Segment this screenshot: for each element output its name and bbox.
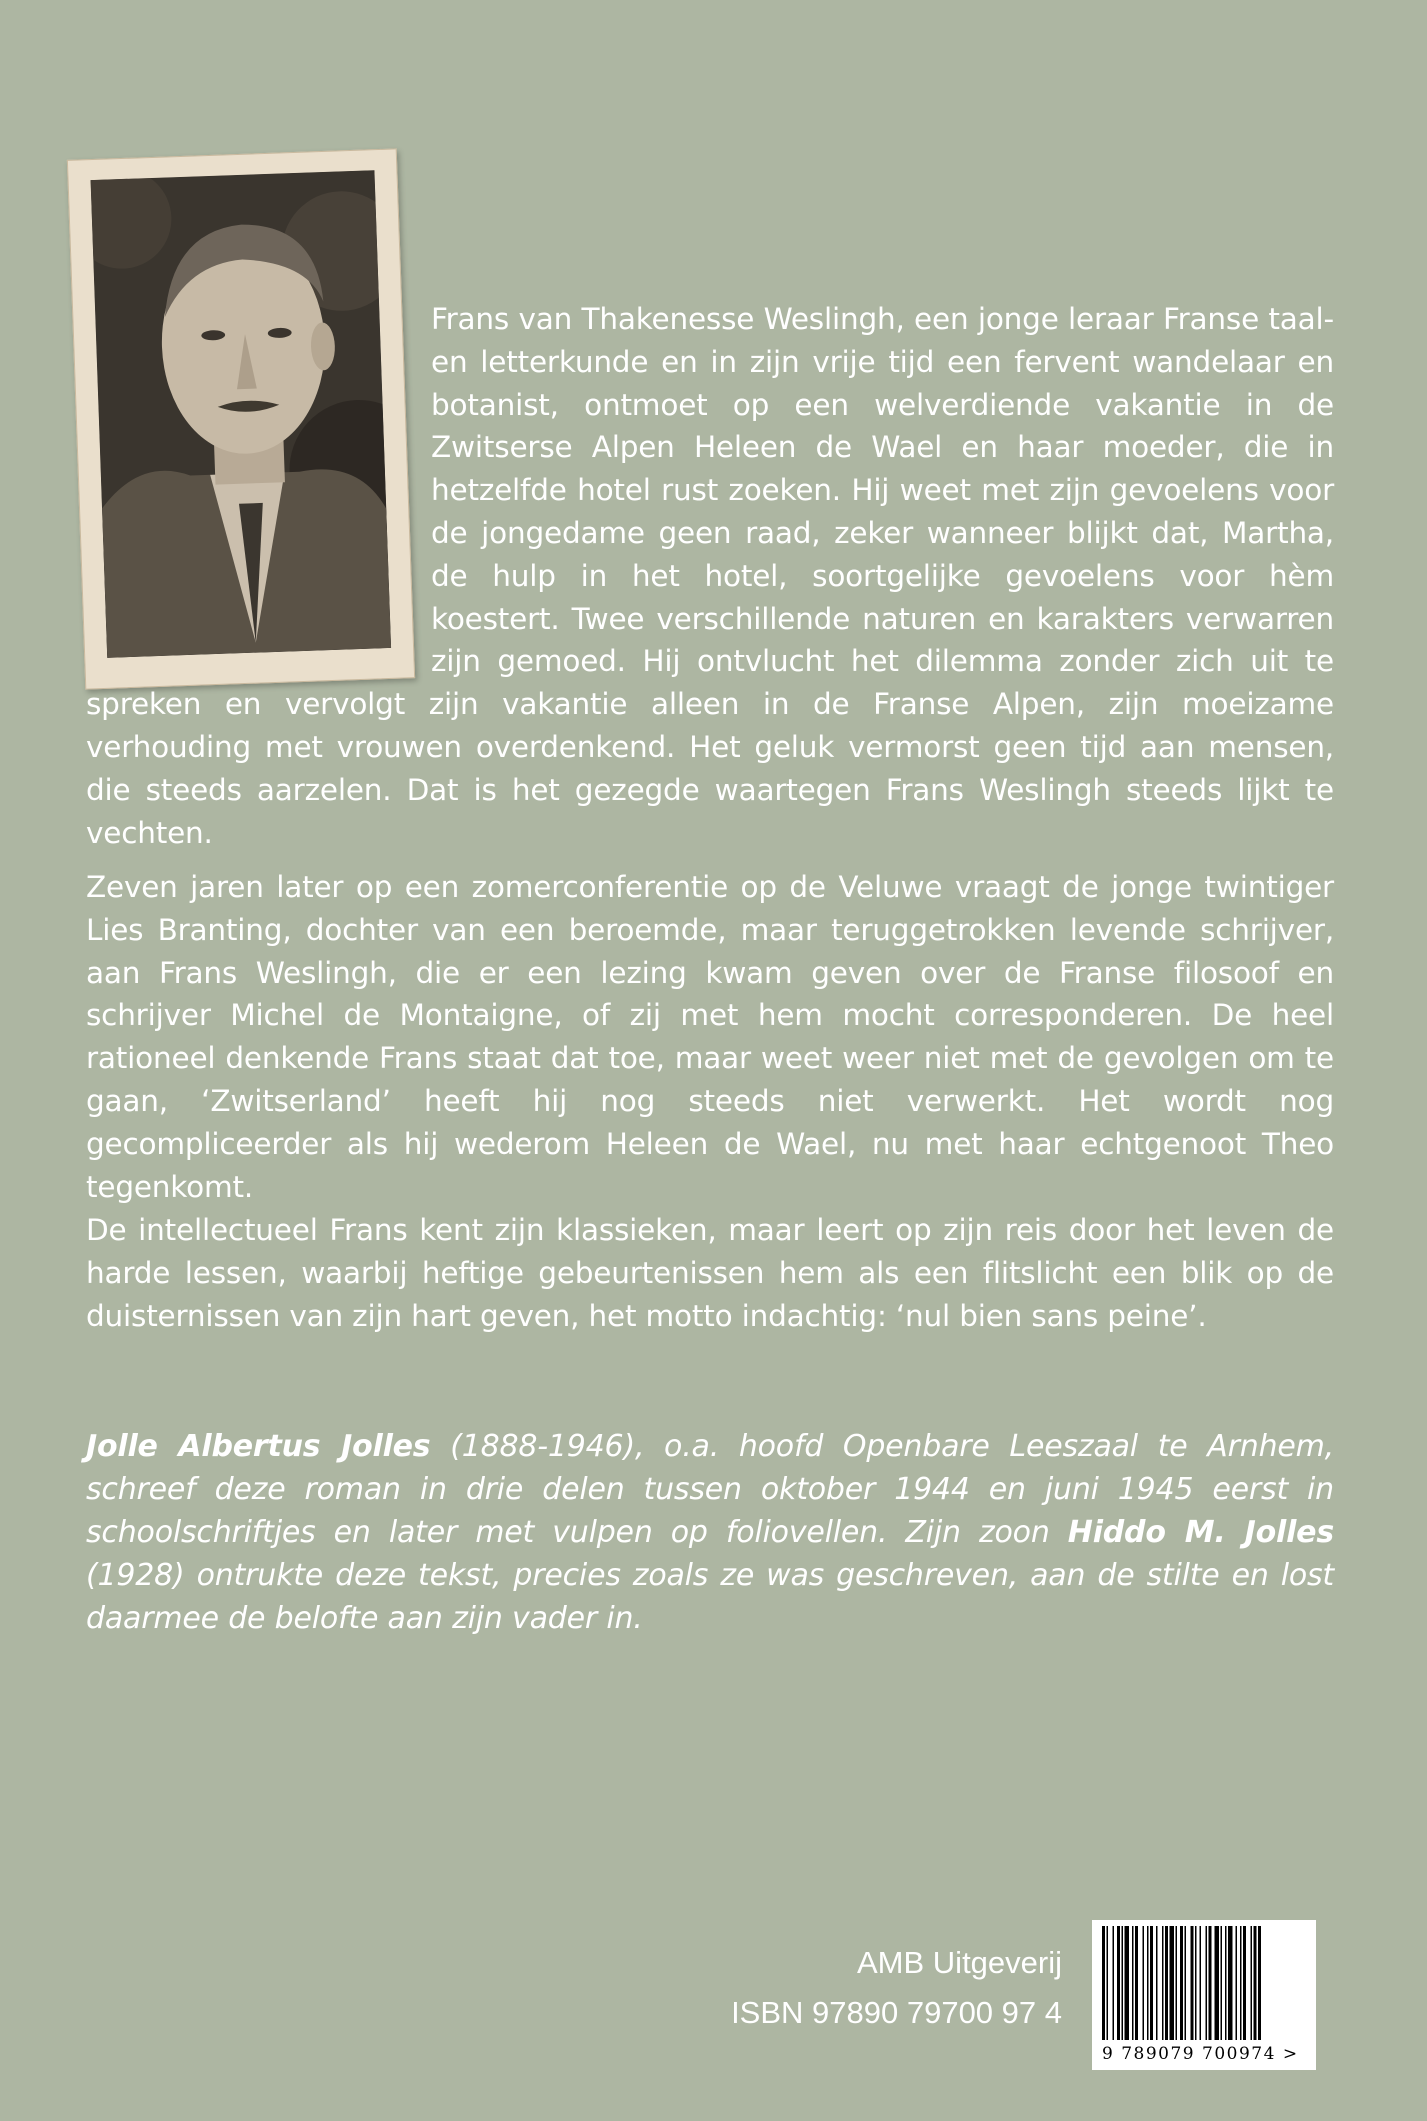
photo-text-wrap-spacer — [86, 298, 431, 663]
barcode-bar — [1156, 1926, 1158, 2040]
author-name: Jolle Albertus Jolles — [86, 1429, 431, 1464]
barcode-bar — [1258, 1926, 1261, 2040]
barcode-bar — [1143, 1926, 1145, 2040]
barcode-bar — [1221, 1926, 1223, 2040]
barcode-bar — [1176, 1926, 1178, 2040]
publisher-name: AMB Uitgeverij — [857, 1945, 1062, 1980]
barcode-bar — [1180, 1926, 1183, 2040]
summary-paragraph-3: De intellectueel Frans kent zijn klassieken, maar leert op zijn reis door het leven de harde lessen, waarbij heftige gebeurtenissen hem als een flitslicht een blik op de duisternissen van zijn hart geven, het motto indachtig: ‘nul bien sans peine’. — [86, 1213, 1334, 1333]
barcode-bar — [1147, 1926, 1149, 2040]
author-bio-text-1: (1888-1946), o.a. hoofd Openbare Leeszaal te Arnhem, schreef deze roman in drie delen tussen oktober 1944 en juni 1945 eerst in schoolschriftjes en later met vulpen op foliovellen. Zijn zoon — [86, 1429, 1334, 1550]
barcode-bar — [1236, 1926, 1238, 2040]
barcode-bar — [1102, 1926, 1105, 2040]
barcode-bar — [1135, 1926, 1138, 2040]
barcode-bar — [1170, 1926, 1175, 2040]
barcode-bar — [1122, 1926, 1124, 2040]
barcode-bar — [1254, 1926, 1257, 2040]
barcode-bar — [1225, 1926, 1227, 2040]
barcode-bar — [1209, 1926, 1212, 2040]
barcode-bar — [1117, 1926, 1120, 2040]
barcode-bar — [1240, 1926, 1242, 2040]
barcode-bar — [1125, 1926, 1130, 2040]
son-name: Hiddo M. Jolles — [1067, 1515, 1334, 1550]
barcode-bar — [1195, 1926, 1197, 2040]
isbn-number: ISBN 97890 79700 97 4 — [731, 1995, 1062, 2030]
barcode-digits: 9 789079 700974 > — [1102, 2044, 1299, 2064]
barcode-bar — [1162, 1926, 1164, 2040]
summary-paragraph-1 — [86, 298, 1334, 854]
summary-paragraph-2: Zeven jaren later op een zomerconferentie op de Veluwe vraagt de jonge twintiger Lies Branting, dochter van een beroemde, maar teruggetrokken levende schrijver, aan Frans Weslingh, die er een lezing kwam geven over de Franse filosoof en schrijver Michel de Montaigne, of zij met hem mocht corresponderen. De heel rationeel denkende Frans staat dat toe, maar weet weer niet met de gevolgen om te gaan, ‘Zwitserland’ heeft hij nog steeds niet verwerkt. Het wordt nog gecompliceerder als hij wederom Heleen de Wael, nu met haar echtgenoot Theo tegenkomt. — [86, 870, 1334, 1204]
author-bio — [86, 1425, 1334, 1640]
barcode-bar — [1107, 1926, 1109, 2040]
barcode-bar — [1113, 1926, 1115, 2040]
barcode — [1092, 1920, 1316, 2070]
barcode-bars — [1100, 1926, 1308, 2042]
barcode-bar — [1215, 1926, 1220, 2040]
author-bio-text-2: (1928) ontrukte deze tekst, precies zoals ze was geschreven, aan de stilte en lost daarmee de belofte aan zijn vader in. — [86, 1558, 1334, 1636]
barcode-bar — [1191, 1926, 1194, 2040]
barcode-bar — [1185, 1926, 1187, 2040]
barcode-bar — [1150, 1926, 1153, 2040]
barcode-bar — [1206, 1926, 1208, 2040]
barcode-bar — [1200, 1926, 1202, 2040]
barcode-bar — [1228, 1926, 1233, 2040]
barcode-bar — [1165, 1926, 1168, 2040]
paragraph-1-text: Frans van Thakenesse Weslingh, een jonge leraar Franse taal- en letterkunde en in zijn vrije tijd een fervent wandelaar en botanist, ontmoet op een welverdiende vakantie in de Zwitserse Alpen Heleen de Wael en haar moeder, die in hetzelfde hotel rust zoeken. Hij weet met zijn gevoelens voor de jongedame geen raad, zeker wanneer blijkt dat, Martha, de hulp in het hotel, soortgelijke gevoelens voor hèm koestert. Twee verschillende naturen en karakters verwarren zijn gemoed. Hij ontvlucht het dilemma zonder zich uit te spreken en vervolgt zijn vakantie alleen in de Franse Alpen, zijn moeizame verhouding met vrouwen overdenkend. Het geluk vermorst geen tijd aan mensen, die steeds aarzelen. Dat is het gezegde waartegen Frans Weslingh steeds lijkt te vechten. — [86, 302, 1334, 850]
barcode-bar — [1132, 1926, 1134, 2040]
barcode-bar — [1243, 1926, 1246, 2040]
barcode-bar — [1251, 1926, 1253, 2040]
